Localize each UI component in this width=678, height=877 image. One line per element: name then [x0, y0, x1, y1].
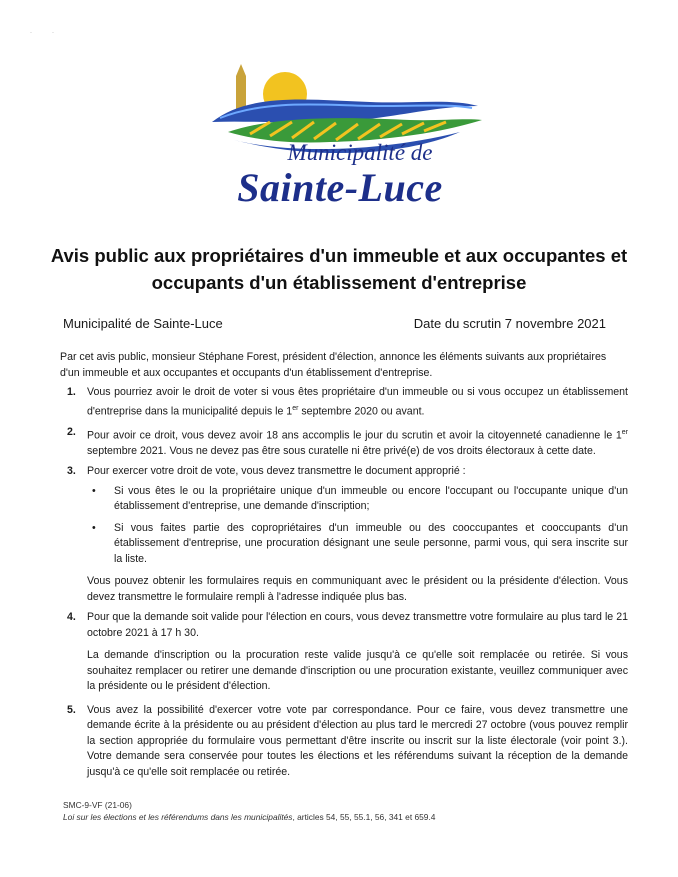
item-2 — [60, 425, 628, 460]
item-text: Vous pourriez avoir le droit de voter si vous êtes propriétaire d'un immeuble ou si vous occupez un établissement d'entreprise dans la municipalité depuis le 1er septembre 2020 ou avant. — [87, 386, 628, 418]
item-text: Pour exercer votre droit de vote, vous devez transmettre le document approprié : — [87, 465, 466, 478]
item-3 — [60, 464, 628, 605]
item-4 — [60, 610, 628, 695]
logo-church — [236, 76, 246, 110]
bullet-item: • Si vous êtes le ou la propriétaire unique d'un immeuble ou encore l'occupant ou l'occupante unique d'un établissement d'entreprise, une demande d'inscription; — [92, 484, 628, 513]
item-5 — [60, 703, 628, 781]
bullet-item: • Si vous faites partie des copropriétaires d'un immeuble ou des cooccupantes et cooccupants d'un établissement d'entreprise, une procuration désignant une seule personne, parmi vous, qui sera inscrite sur la liste. — [92, 521, 628, 565]
item-number: 4. — [67, 611, 76, 624]
notice-title: Avis public aux propriétaires d'un immeuble et aux occupantes et occupants d'un établissement d'entreprise — [50, 245, 628, 293]
bullet-list — [87, 484, 628, 568]
footer — [63, 799, 435, 823]
item-text: Pour avoir ce droit, vous devez avoir 18 ans accomplis le jour du scrutin et avoir la citoyenneté canadienne le 1er septembre 2021. Vous ne devez pas être sous curatelle ni être privé(e) de vos droits électoraux à cette date. — [87, 428, 628, 457]
item-text: Pour que la demande soit valide pour l'élection en cours, vous devez transmettre votre formulaire au plus tard le 21 octobre 2021 à 17 h 30. — [87, 611, 628, 639]
brand-line2: Sainte-Luce — [237, 165, 443, 210]
item-number: 3. — [67, 465, 76, 478]
brand-wordmark — [180, 140, 500, 210]
form-code: SMC-9-VF (21-06) — [63, 800, 132, 810]
item-number: 2. — [67, 425, 76, 438]
brand-line1: Municipalité de — [287, 140, 433, 165]
item-paragraph: La demande d'inscription ou la procuration reste valide jusqu'à ce qu'elle soit remplacée ou retirée. Si vous souhaitez remplacer ou retirer une demande d'inscription ou une procuration existante, veuillez communiquer avec la présidente ou le président d'élection. — [87, 649, 628, 693]
law-reference: Loi sur les élections et les référendums dans les municipalités, articles 54, 55, 55.1, 56, 341 et 659.4 — [63, 812, 436, 822]
bullet-icon: • — [92, 484, 96, 497]
notice-body — [60, 350, 628, 785]
item-number: 1. — [67, 386, 76, 398]
item-1 — [60, 385, 628, 420]
item-paragraph: Vous pouvez obtenir les formulaires requis en communiquant avec le président ou la présidente d'élection. Vous devez transmettre le formulaire rempli à l'adresse indiquée plus bas. — [87, 575, 628, 603]
intro-paragraph: Par cet avis public, monsieur Stéphane Forest, président d'élection, annonce les éléments suivants aux propriétaires d'un immeuble et aux occupantes et occupants d'un établissement d'entreprise. — [60, 351, 607, 379]
bullet-icon: • — [92, 521, 96, 534]
item-number: 5. — [67, 703, 76, 716]
municipality-name: Municipalité de Sainte-Luce — [63, 316, 223, 331]
election-date: Date du scrutin 7 novembre 2021 — [413, 316, 606, 331]
scan-specks: · · — [30, 30, 54, 36]
item-text: Vous avez la possibilité d'exercer votre vote par correspondance. Pour ce faire, vous devez transmettre une demande écrite à la présidente ou au président d'élection au plus tard le mercredi 27 octobre (vous pouvez remplir la section appropriée du formulaire vous permettant d'être inscrite ou inscrit sur la liste électorale (voir point 3.). Votre demande sera conservée pour toutes les élections et les référendums suivant la réception de la demande jusqu'à ce qu'elle soit remplacée ou retirée. — [87, 703, 628, 778]
